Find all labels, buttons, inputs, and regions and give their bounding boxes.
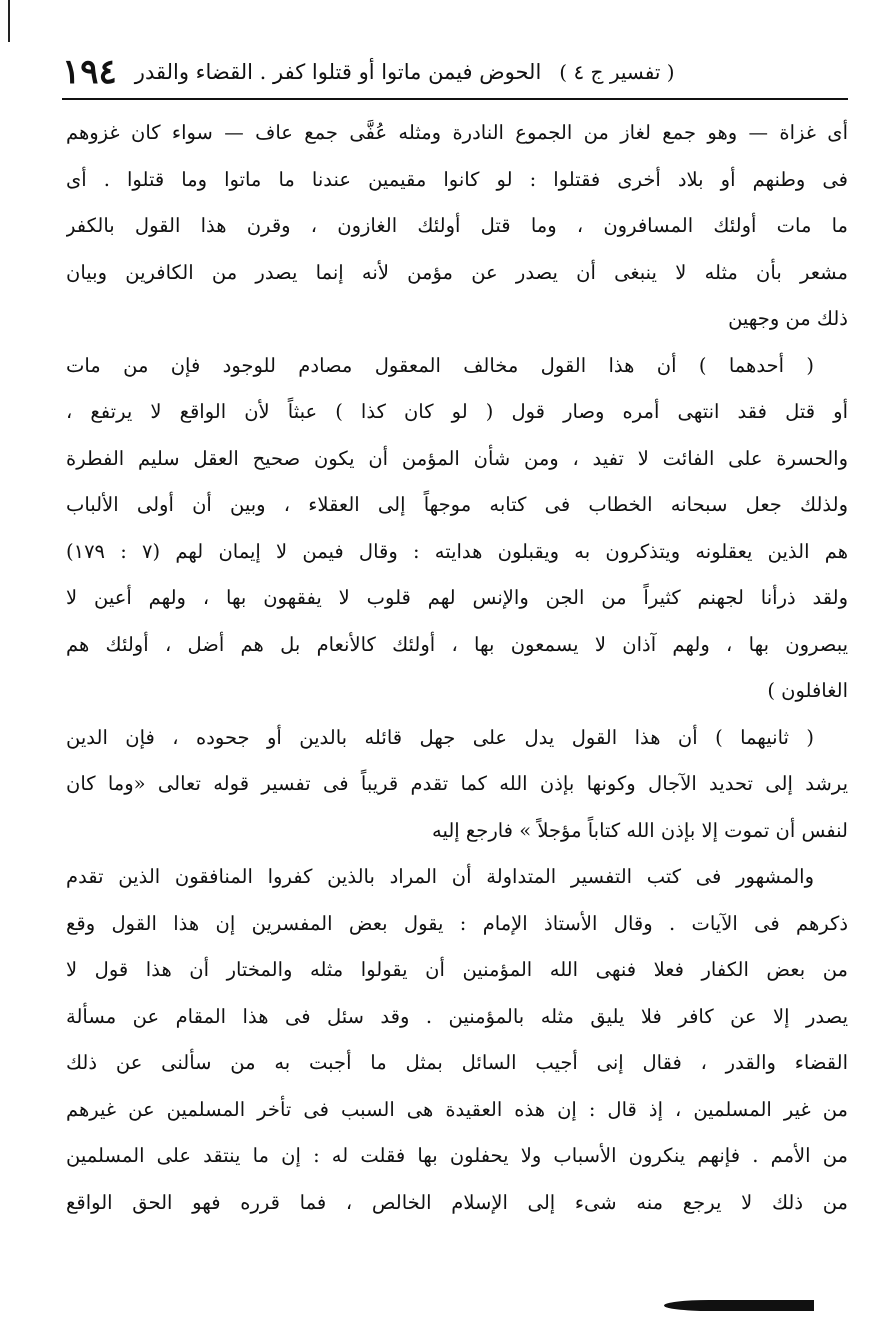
text-line: القضاء والقدر ، فقال إنى أجيب السائل بمثل ما أجبت به من سألنى عن ذلك [66, 1051, 848, 1074]
text-line: ذكرهم فى الآيات . وقال الأستاذ الإمام : يقول بعض المفسرين إن هذا القول وقع [66, 911, 848, 935]
text-line: من الأمم . فإنهم ينكرون الأسباب ولا يحفلون بها فقلت له : إن ما ينتقد على المسلمين [66, 1144, 848, 1167]
text-line: ولقد ذرأنا لجهنم كثيراً من الجن والإنس لهم قلوب لا يفقهون بها ، ولهم أعين لا [66, 586, 848, 609]
text-line: والحسرة على الفائت لا تفيد ، ومن شأن المؤمن أن يكون صحيح العقل سليم الفطرة [66, 446, 848, 470]
footer-ornament [664, 1300, 814, 1311]
text-line: ذلك من وجهين [728, 307, 848, 330]
text-line: ( ثانيهما ) أن هذا القول يدل على جهل قائله بالدين أو جحوده ، فإن الدين [66, 725, 814, 749]
page-header [62, 50, 848, 94]
text-line: الغافلون ) [767, 679, 848, 702]
text-line: ولذلك جعل سبحانه الخطاب فى كتابه موجهاً إلى العقلاء ، وبين أن أولى الألباب [66, 493, 848, 516]
text-line: مشعر بأن مثله لا ينبغى أن يصدر عن مؤمن لأنه إنما يصدر من الكافرين وبيان [66, 260, 848, 284]
text-line: يرشد إلى تحديد الآجال وكونها بإذن الله كما تقدم قريباً فى تفسير قوله تعالى «وما كان [66, 772, 848, 795]
scan-edge-mark [8, 0, 10, 42]
text-line: يبصرون بها ، ولهم آذان لا يسمعون بها ، أولئك كالأنعام بل هم أضل ، أولئك هم [66, 632, 848, 656]
text-line: من غير المسلمين ، إذ قال : إن هذه العقيدة هى السبب فى تأخر المسلمين عن غيرهم [66, 1097, 848, 1121]
header-rule [62, 98, 848, 100]
page-number: ١٩٤ [62, 52, 117, 92]
text-line: فى وطنهم أو بلاد أخرى فقتلوا : لو كانوا مقيمين عندنا ما ماتوا وما قتلوا . أى [66, 167, 848, 191]
text-line: يصدر إلا عن كافر فلا يليق مثله بالمؤمنين . وقد سئل فى هذا المقام عن مسألة [66, 1004, 848, 1028]
text-line: من بعض الكفار فعلا فنهى الله المؤمنين أن يقولوا مثله والمختار أن هذا قول لا [66, 958, 848, 981]
text-line: أى غزاة — وهو جمع لغاز من الجموع النادرة ومثله عُفَّى جمع عاف — سواء كان غزوهم [66, 121, 848, 144]
running-title: الحوض فيمن ماتوا أو قتلوا كفر . القضاء والقدر [134, 60, 542, 84]
text-line: لنفس أن تموت إلا بإذن الله كتاباً مؤجلاً » فارجع إليه [431, 818, 848, 842]
text-line: ( أحدهما ) أن هذا القول مخالف المعقول مصادم للوجود فإن من مات [66, 353, 814, 377]
text-line: والمشهور فى كتب التفسير المتداولة أن المراد بالذين كفروا المنافقون الذين تقدم [66, 865, 814, 888]
text-line: ما مات أولئك المسافرون ، وما قتل أولئك الغازون ، وقرن هذا القول بالكفر [66, 214, 848, 237]
body-text [66, 110, 848, 1280]
text-line: من ذلك لا يرجع منه شىء إلى الإسلام الخالص ، فما قرره فهو الحق الواقع [66, 1190, 848, 1214]
volume-label: ( تفسير ج ٤ ) [559, 60, 675, 84]
text-line: أو قتل فقد انتهى أمره وصار قول ( لو كان كذا ) عبثاً لأن الواقع لا يرتفع ، [66, 400, 848, 423]
text-line: هم الذين يعقلونه ويتذكرون به ويقبلون هدايته : وقال فيمن لا إيمان لهم (٧ : ١٧٩) [66, 539, 848, 563]
